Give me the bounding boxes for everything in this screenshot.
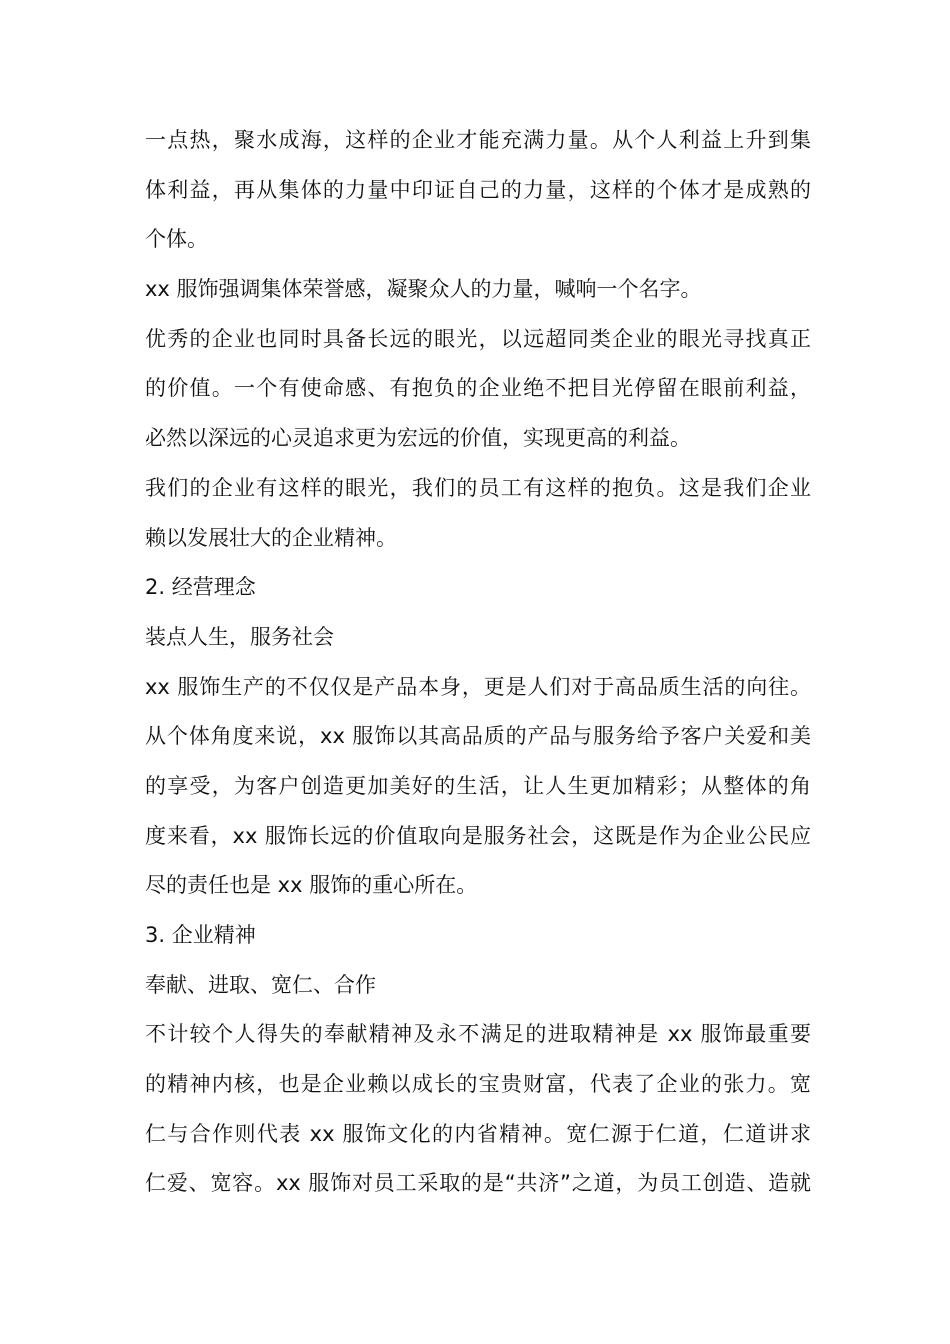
paragraph bbox=[145, 265, 811, 315]
text-line: 奉献、进取、宽仁、合作 bbox=[145, 972, 376, 997]
text-line: 优秀的企业也同时具备长远的眼光，以远超同类企业的眼光寻找真正 bbox=[145, 326, 811, 351]
text-line: 仁爱、宽容。xx 服饰对员工采取的是“共济”之道，为员工创造、造就 bbox=[145, 1171, 811, 1196]
text-line: xx 服饰生产的不仅仅是产品本身，更是人们对于高品质生活的向往。 bbox=[145, 674, 811, 699]
paragraph bbox=[145, 315, 811, 464]
text-line: 度来看，xx 服饰长远的价值取向是服务社会，这既是作为企业公民应 bbox=[145, 823, 811, 848]
paragraph bbox=[145, 464, 811, 563]
text-line: 赖以发展壮大的企业精神。 bbox=[145, 525, 397, 550]
section-heading bbox=[145, 563, 811, 613]
section-heading bbox=[145, 911, 811, 961]
text-line: 从个体角度来说，xx 服饰以其高品质的产品与服务给予客户关爱和美 bbox=[145, 724, 811, 749]
text-line: 尽的责任也是 xx 服饰的重心所在。 bbox=[145, 873, 478, 898]
text-line: 的精神内核，也是企业赖以成长的宝贵财富，代表了企业的张力。宽 bbox=[145, 1072, 811, 1097]
text-line: 一点热，聚水成海，这样的企业才能充满力量。从个人利益上升到集 bbox=[145, 128, 811, 152]
heading-text: 3. 企业精神 bbox=[145, 923, 256, 947]
paragraph bbox=[145, 961, 811, 1011]
paragraph bbox=[145, 1010, 811, 1209]
paragraph bbox=[145, 116, 811, 265]
text-line: 的价值。一个有使命感、有抱负的企业绝不把目光停留在眼前利益， bbox=[145, 376, 811, 401]
text-line: 我们的企业有这样的眼光，我们的员工有这样的抱负。这是我们企业 bbox=[145, 475, 811, 500]
text-line: 体利益，再从集体的力量中印证自己的力量，这样的个体才是成熟的 bbox=[145, 177, 811, 202]
paragraph bbox=[145, 613, 811, 663]
text-line: 装点人生，服务社会 bbox=[145, 624, 334, 649]
text-line: 不计较个人得失的奉献精神及永不满足的进取精神是 xx 服饰最重要 bbox=[145, 1022, 811, 1047]
text-line: 必然以深远的心灵追求更为宏远的价值，实现更高的利益。 bbox=[145, 426, 691, 451]
document-body bbox=[145, 116, 811, 1209]
text-line: 个体。 bbox=[145, 227, 208, 252]
text-line: 仁与合作则代表 xx 服饰文化的内省精神。宽仁源于仁道，仁道讲求 bbox=[145, 1121, 811, 1146]
text-line: xx 服饰强调集体荣誉感，凝聚众人的力量，喊响一个名字。 bbox=[145, 277, 702, 302]
paragraph bbox=[145, 663, 811, 911]
heading-text: 2. 经营理念 bbox=[145, 575, 256, 600]
text-line: 的享受，为客户创造更加美好的生活，让人生更加精彩；从整体的角 bbox=[145, 773, 811, 798]
